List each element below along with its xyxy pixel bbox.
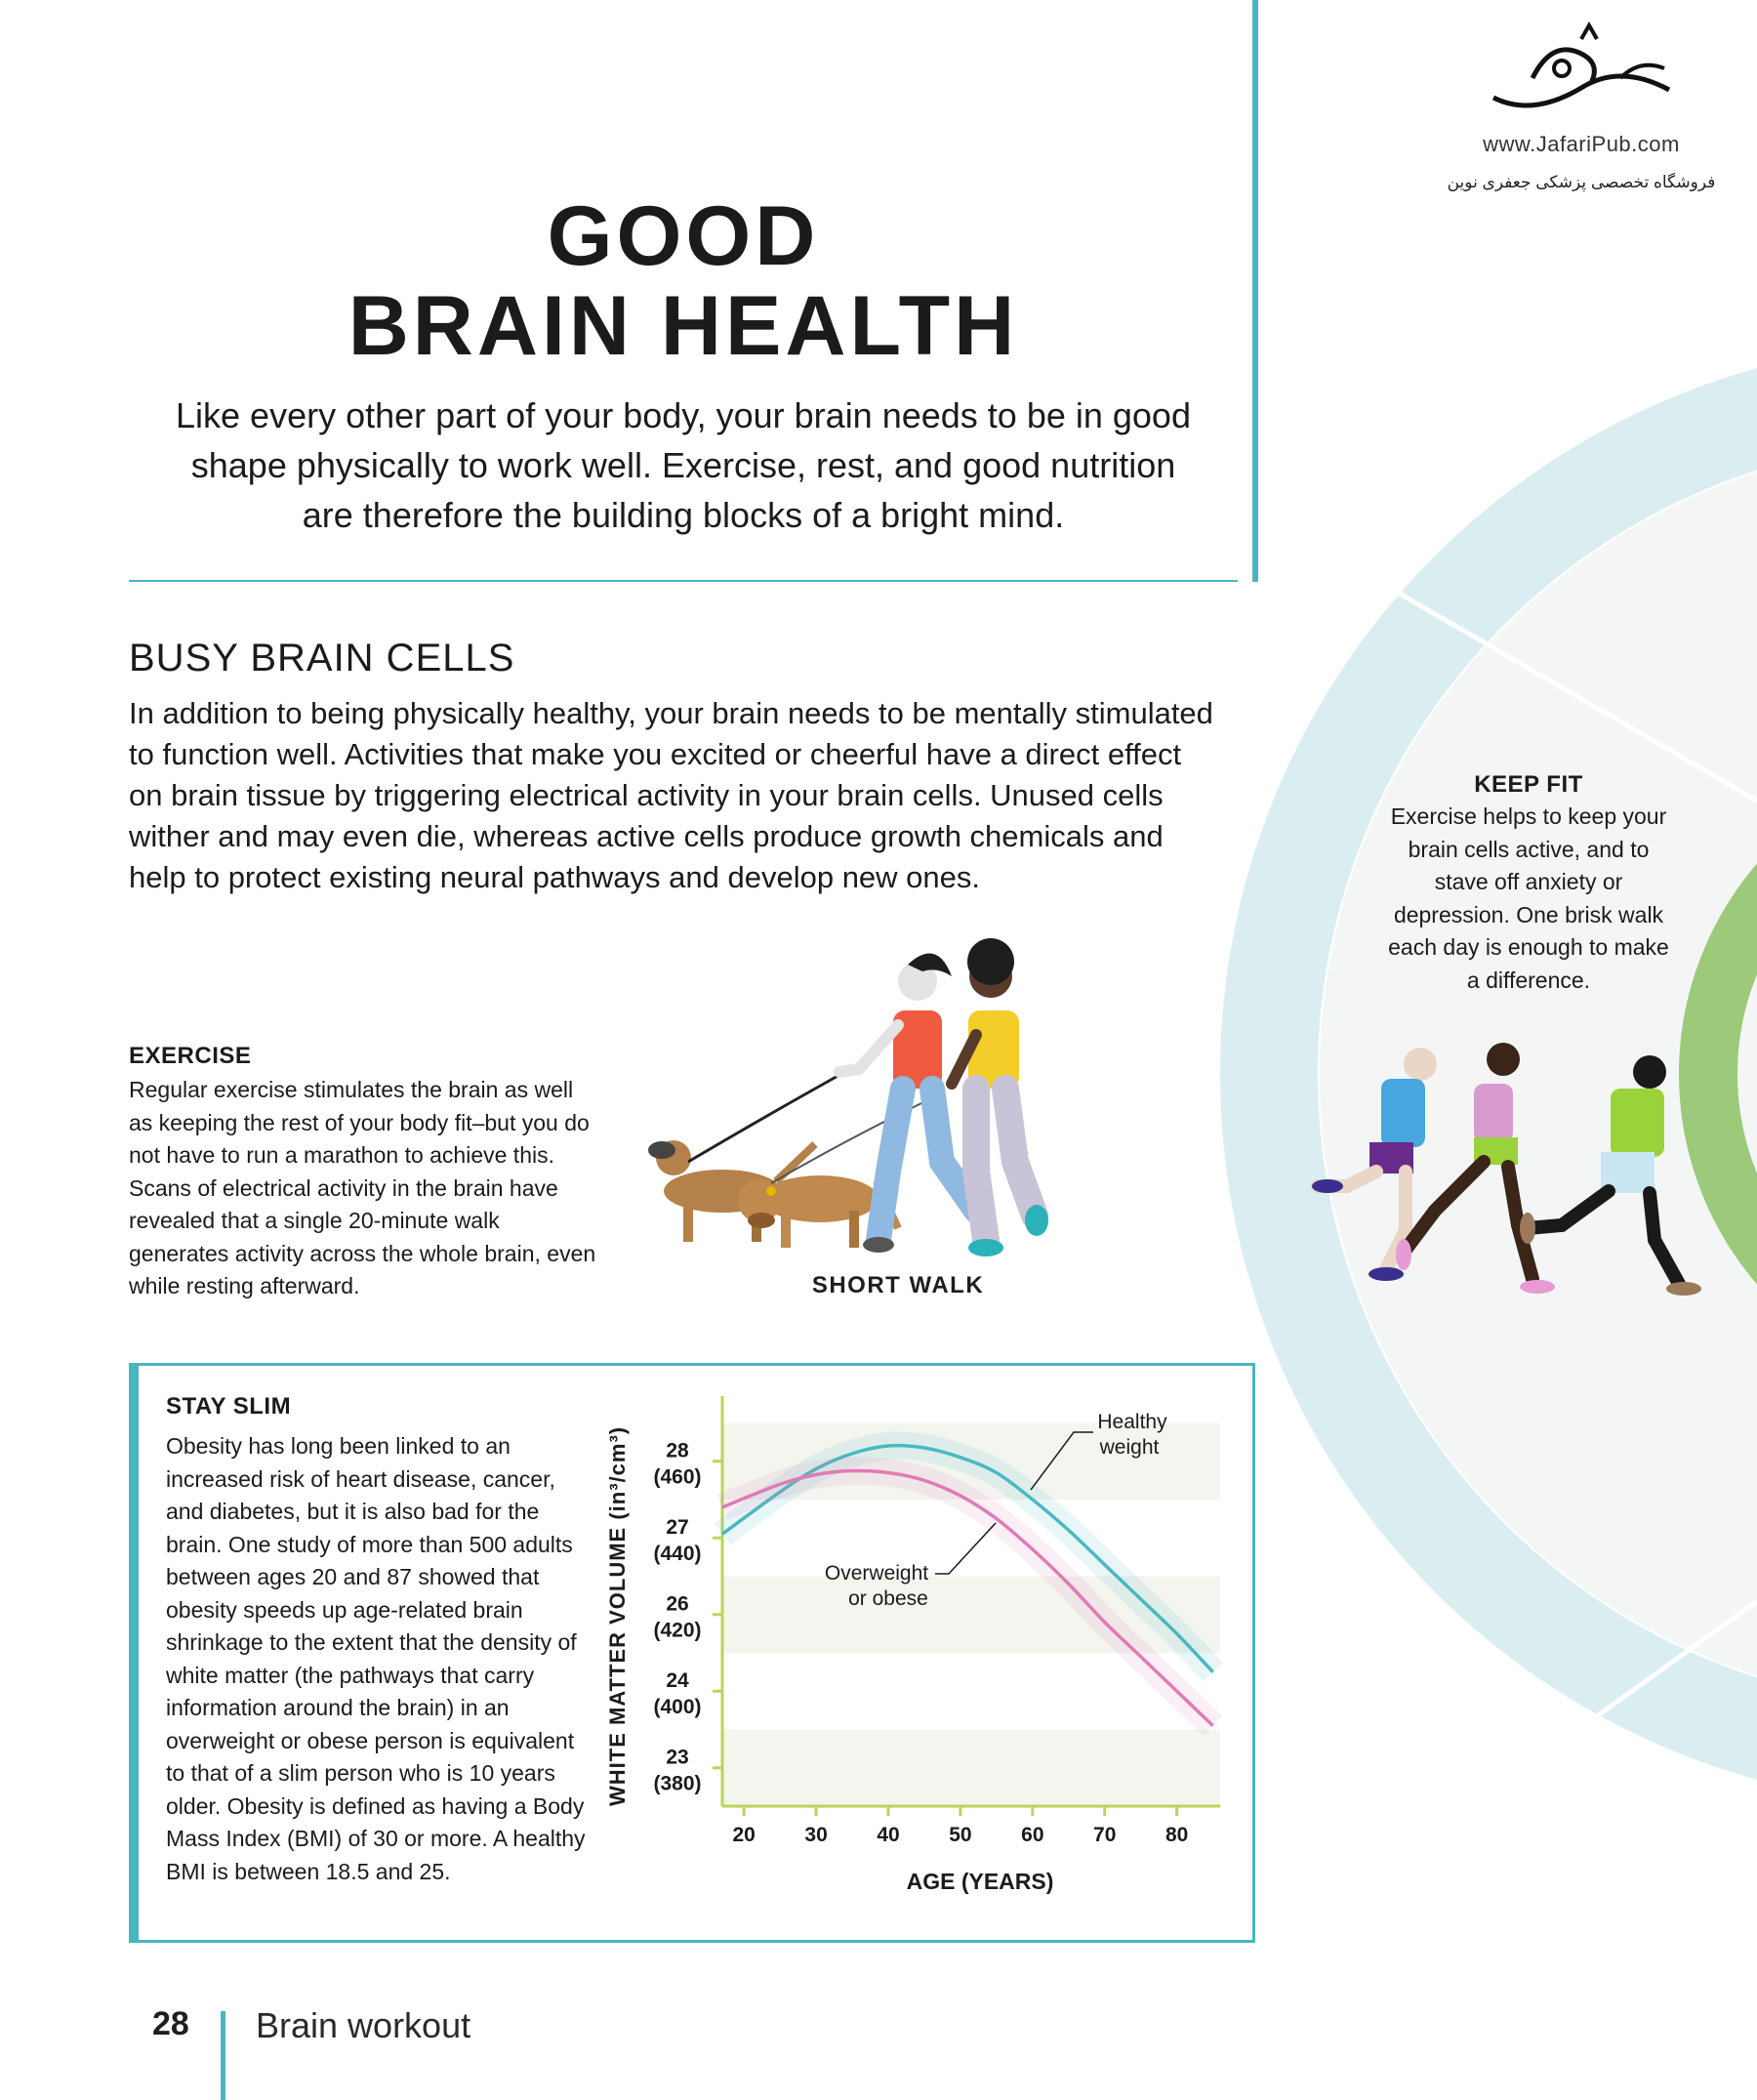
y-tick-label: 23 <box>666 1746 689 1769</box>
x-tick-label: 60 <box>1021 1824 1044 1846</box>
white-matter-chart <box>605 1386 1240 1894</box>
keep-fit-paragraph: Exercise helps to keep your brain cells active, and to stave off anxiety or depression. One brisk walk each day is enough to make a difference. <box>1388 803 1669 993</box>
y-tick-label: (380) <box>653 1772 702 1795</box>
y-tick-label: 27 <box>666 1516 689 1540</box>
healthy-weight-label: Healthy <box>1097 1411 1167 1433</box>
x-tick-label: 30 <box>804 1824 828 1846</box>
x-tick-label: 70 <box>1093 1824 1117 1846</box>
x-tick-label: 80 <box>1165 1824 1189 1846</box>
y-tick-label: (420) <box>653 1619 702 1642</box>
busy-brain-paragraph: In addition to being physically healthy, your brain needs to be mentally stimulated to function well. Activities that make you excited or cheerful have a direct effect on brain tissue by triggering electrical activity in your brain cells. Unused cells wither and may even die, whereas active cells produce growth chemicals and help to protect existing neural pathways and develop new ones. <box>129 696 1213 894</box>
walking-people-illustration <box>648 938 1048 1256</box>
y-axis-label: WHITE MATTER VOLUME (in³/cm³) <box>605 1425 630 1806</box>
y-tick-label: 26 <box>666 1592 689 1616</box>
y-tick-label: (400) <box>653 1696 702 1719</box>
intro-paragraph: Like every other part of your body, your brain needs to be in good shape physically to work well. Exercise, rest, and good nutrition are therefore the building blocks of a bright mind. <box>176 395 1191 535</box>
publisher-name: فروشگاه تخصصی پزشکی جعفری نوین <box>1447 173 1716 191</box>
healthy-weight-label: weight <box>1099 1436 1160 1459</box>
stay-slim-paragraph: Obesity has long been linked to an increased risk of heart disease, cancer, and diabetes, but it is also bad for the brain. One study of more than 500 adults between ages 20 and 87 showed that obesity speeds up age-related brain shrinkage to the extent that the density of white matter (the pathways that carry information around the brain) in an overweight or obese person is equivalent to that of a slim person who is 10 years older. Obesity is defined as having a Body Mass Index (BMI) of 30 or more. A healthy BMI is between 18.5 and 25. <box>166 1433 586 1884</box>
overweight-label: or obese <box>848 1587 928 1610</box>
x-tick-label: 40 <box>877 1824 900 1846</box>
section-heading-busy-brain: BUSY BRAIN CELLS <box>129 637 515 679</box>
page-title-line1: GOOD <box>547 189 820 283</box>
stay-slim-block <box>166 1393 595 1888</box>
footer-accent-bar <box>221 2011 225 2100</box>
page-number: 28 <box>152 2005 189 2042</box>
exercise-paragraph: Regular exercise stimulates the brain as well as keeping the rest of your body fit–but you do not have to run a marathon to achieve this. Scans of electrical activity in the brain have revealed that a single 20-minute walk generates activity across the whole brain, even while resting afterward. <box>129 1077 596 1298</box>
keep-fit-heading: KEEP FIT <box>1474 771 1583 798</box>
header-accent-bar <box>1252 0 1258 582</box>
y-tick-label: (460) <box>653 1465 702 1489</box>
keep-fit-block <box>1386 771 1671 997</box>
x-axis-label: AGE (YEARS) <box>906 1869 1054 1894</box>
y-tick-label: 24 <box>666 1669 689 1693</box>
publisher-url: www.JafariPub.com <box>1483 132 1680 156</box>
exercise-heading: EXERCISE <box>129 1043 252 1069</box>
stay-slim-heading: STAY SLIM <box>166 1393 292 1420</box>
overweight-label: Overweight <box>824 1562 929 1585</box>
calligraphy-logo-icon <box>1474 20 1689 127</box>
x-tick-label: 20 <box>732 1824 756 1846</box>
publisher-logo <box>1435 20 1728 192</box>
exercise-block <box>129 1043 597 1303</box>
header-divider <box>129 580 1238 582</box>
overweight-leader <box>935 1523 996 1574</box>
footer-section-title: Brain workout <box>256 2005 471 2045</box>
y-tick-label: 28 <box>666 1439 689 1462</box>
x-tick-label: 50 <box>949 1824 972 1846</box>
short-walk-caption: SHORT WALK <box>811 1272 985 1298</box>
grid-band <box>722 1729 1220 1806</box>
page-title-line2: BRAIN HEALTH <box>347 279 1019 373</box>
y-tick-label: (440) <box>653 1543 702 1566</box>
